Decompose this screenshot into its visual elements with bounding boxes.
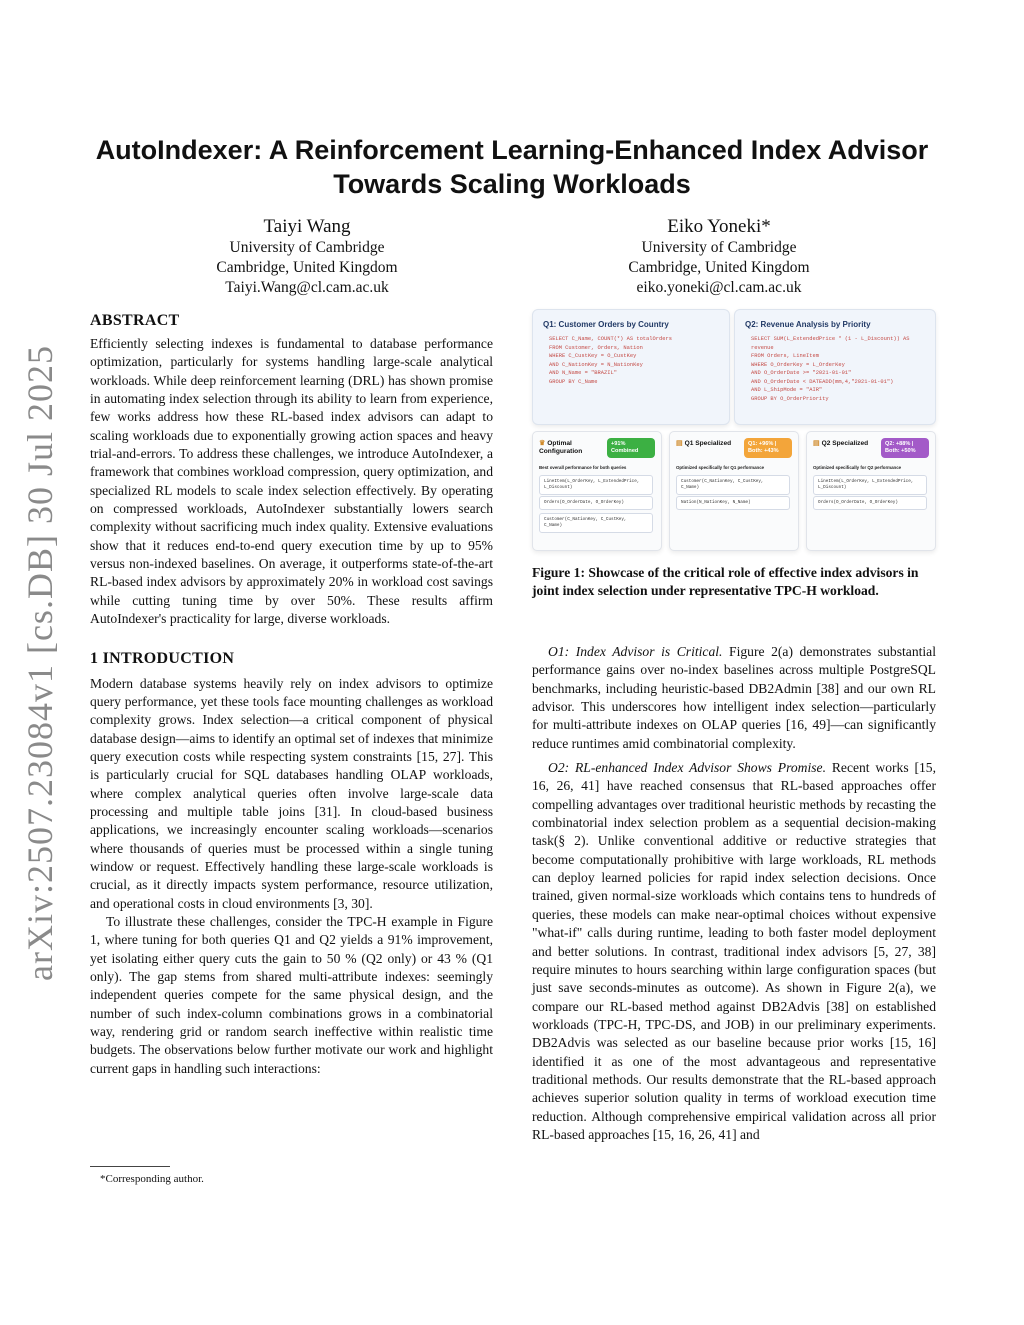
footnote: *Corresponding author. (100, 1173, 204, 1185)
chart-icon: ▤ (676, 440, 683, 447)
author-name: Eiko Yoneki* (667, 216, 771, 237)
author-location: Cambridge, United Kingdom (628, 259, 810, 276)
query-title: Q1: Customer Orders by Country (543, 320, 669, 329)
abstract-text: Efficiently selecting indexes is fundamental to database performance optimization, particularly for systems handling large-scale analytical workloads. While deep reinforcement learning (DRL) has shown promise in automating index selection through its ability to learn from experience, few works address how these RL-based index advisors can adapt to scaling workloads due to exponentially growing action spaces and heavy trial-and-errors. To address these challenges, we introduce AutoIndexer, a framework that combines workload compression, query optimization, and specialized RL models to scale index selection effectively. By operating on compressed workloads, AutoIndexer substantially lowers search complexity without sacrificing much index quality. Extensive evaluations show that it reduces end-to-end query execution time by up to 95% versus non-indexed baselines. On average, it outperforms state-of-the-art RL-based index advisors by approximately 20% in workload cost savings while cutting tuning time by over 50%. These results affirm AutoIndexer's practicality for large, diverse workloads. (90, 336, 493, 627)
author-block-2 (569, 215, 869, 298)
introduction-heading: 1 INTRODUCTION (90, 649, 235, 667)
index-chip: Customer(C_NationKey, C_CustKey, C_Name) (676, 475, 790, 495)
index-chip: Customer(C_NationKey, C_CustKey, C_Name) (539, 513, 653, 533)
config-card-q1 (669, 431, 799, 551)
footnote-rule (90, 1166, 170, 1167)
title-line-2: Towards Scaling Workloads (333, 169, 691, 199)
query-card-q2 (734, 309, 936, 425)
index-chip: Orders(O_OrderDate, O_OrderKey) (539, 496, 653, 510)
config-title: Q1 Specialized (684, 440, 732, 447)
left-column (90, 311, 493, 1078)
abstract-heading: ABSTRACT (90, 312, 180, 329)
improvement-badge: +91% Combined (607, 438, 655, 458)
author-email[interactable]: Taiyi.Wang@cl.cam.ac.uk (225, 279, 389, 296)
sql-code: SELECT SUM(L_ExtendedPrice * (1 - L_Discount)) AS revenue FROM Orders, LineItem WHERE O_OrderKey = L_OrderKey AND O_OrderDate >= "2021-01-01" AND O_OrderDate < DATEADD(mm,4,"2021-01-01") AND L_ShipMode = "AIR" GROUP BY O_OrderPriority (751, 336, 910, 402)
config-card-optimal (532, 431, 662, 551)
author-location: Cambridge, United Kingdom (216, 259, 398, 276)
intro-paragraph-2: To illustrate these challenges, consider the TPC-H example in Figure 1, where tuning for both queries Q1 and Q2 yields a 91% improvement, yet isolating either query cuts the gain to 50 % (Q2 only) or 43 % (Q1 only). The gap stems from shared multi-attribute indexes: seemingly independent queries compete for the same physical design, and the number of such index-column combinations grows in a combinatorial way, rendering grid or random search ineffective within realistic time budgets. The observations below further motivate our work and highlight current gaps in handling such interactions: (90, 913, 493, 1076)
author-affiliation: University of Cambridge (229, 239, 385, 256)
config-subtitle: Optimized specifically for Q1 performance (676, 465, 765, 470)
paper-title (84, 133, 940, 201)
author-email[interactable]: eiko.yoneki@cl.cam.ac.uk (636, 279, 802, 296)
config-subtitle: Best overall performance for both queries (539, 465, 627, 470)
o2-label: O2: RL-enhanced Index Advisor Shows Promise. (548, 760, 826, 776)
config-subtitle: Optimized specifically for Q2 performance (813, 465, 902, 470)
index-chip: LineItem(L_OrderKey, L_ExtendedPrice, L_Discount) (539, 475, 653, 495)
config-title: Optimal Configuration (539, 440, 583, 455)
author-affiliation: University of Cambridge (641, 239, 797, 256)
index-chip: Nation(N_NationKey, N_Name) (676, 496, 790, 510)
o1-label: O1: Index Advisor is Critical. (548, 644, 723, 659)
o2-text: Recent works [15, 16, 26, 41] have reached consensus that RL-based approaches offer compelling advantages over traditional heuristic methods by recasting the combinatorial index selection problem as a sequential decision-making task(§ 2). Unlike conventional additive or reductive strategies that become computationally prohibitive with large workloads, RL methods can deploy learned policies for rapid index selection decisions. Once trained, given normal-size workloads which contains tens to hundreds of queries, these models can make near-optimal choices without expensive "what-if" calls during runtime, leading to both faster model deployment and better solutions. In contrast, traditional index advisors [5, 27, 38] require minutes to hours searching within large configuration spaces (but just save seconds-minutes as outcome). As shown in Figure 2(a), we compare our RL-based method against DB2Advis [38] on established workloads (TPC-H, TPC-DS, and JOB) in our preliminary experiments. DB2Advis was selected as our baseline because prior works [15, 16] identified it as one of the most advantageous and representative traditional methods. Our results demonstrate that the RL-based approach achieves superior solution quality in terms of workload execution time reduction. Although comprehensive empirical validation across all prior RL-based approaches [15, 16, 26, 41] and (532, 760, 937, 1142)
query-title: Q2: Revenue Analysis by Priority (745, 320, 871, 329)
query-card-q1 (532, 309, 730, 425)
config-title: Q2 Specialized (821, 440, 869, 447)
author-name: Taiyi Wang (263, 216, 351, 237)
intro-paragraph-1: Modern database systems heavily rely on index advisors to optimize query performance, yet these tools face mounting challenges as workload complexity grows. Index selection—a critical component of physical database design—aims to identify an optimal set of indexes that minimize query execution costs while respecting system constraints [15, 27]. This is particularly crucial for SQL databases handling OLAP workloads, where complex analytical queries often involve large-scale data processing and multiple table joins [31]. In cloud-based business applications, we increasingly encounter scaling workloads—scenarios where thousands of queries must be processed within a single tuning window or request. Effectively handling these large-scale workloads is crucial, as it directly impacts system performance, resource utilization, and operational costs in cloud environments [3, 30]. (90, 675, 493, 911)
chart-icon: ▤ (813, 440, 820, 447)
index-chip: Orders(O_OrderDate, O_OrderKey) (813, 496, 927, 510)
improvement-badge: Q2: +88% | Both: +50% (881, 438, 929, 458)
o1-text: Figure 2(a) demonstrates substantial performance gains over no-index baselines across multiple PostgreSQL benchmarks, including heuristic-based DB2Admin [38] and our own RL advisor. This underscores how intelligent index selection—particularly for multi-attribute indexes on OLAP queries [16, 49]—can significantly reduce runtimes amid combinatorial complexity. (532, 644, 936, 751)
right-column (532, 643, 936, 1144)
author-block-1 (157, 215, 457, 298)
title-line-1: AutoIndexer: A Reinforcement Learning-Enhanced Index Advisor (95, 135, 929, 165)
figure-1 (532, 309, 936, 549)
observation-o1 (532, 643, 936, 753)
improvement-badge: Q1: +96% | Both: +43% (744, 438, 792, 458)
observation-o2 (532, 759, 936, 1144)
figure-caption: Figure 1: Showcase of the critical role of effective index advisors in joint index selection under representative TPC-H workload. (532, 565, 919, 599)
trophy-icon: ♛ (539, 440, 546, 447)
config-card-q2 (806, 431, 936, 551)
arxiv-stamp: arXiv:2507.23084v1 [cs.DB] 30 Jul 2025 (20, 345, 60, 981)
index-chip: LineItem(L_OrderKey, L_ExtendedPrice, L_Discount) (813, 475, 927, 495)
sql-code: SELECT C_Name, COUNT(*) AS totalOrders FROM Customer, Orders, Nation WHERE C_CustKey = O_CustKey AND C_NationKey = N_NationKey AND N_Name = "BRAZIL" GROUP BY C_Name (549, 336, 672, 385)
